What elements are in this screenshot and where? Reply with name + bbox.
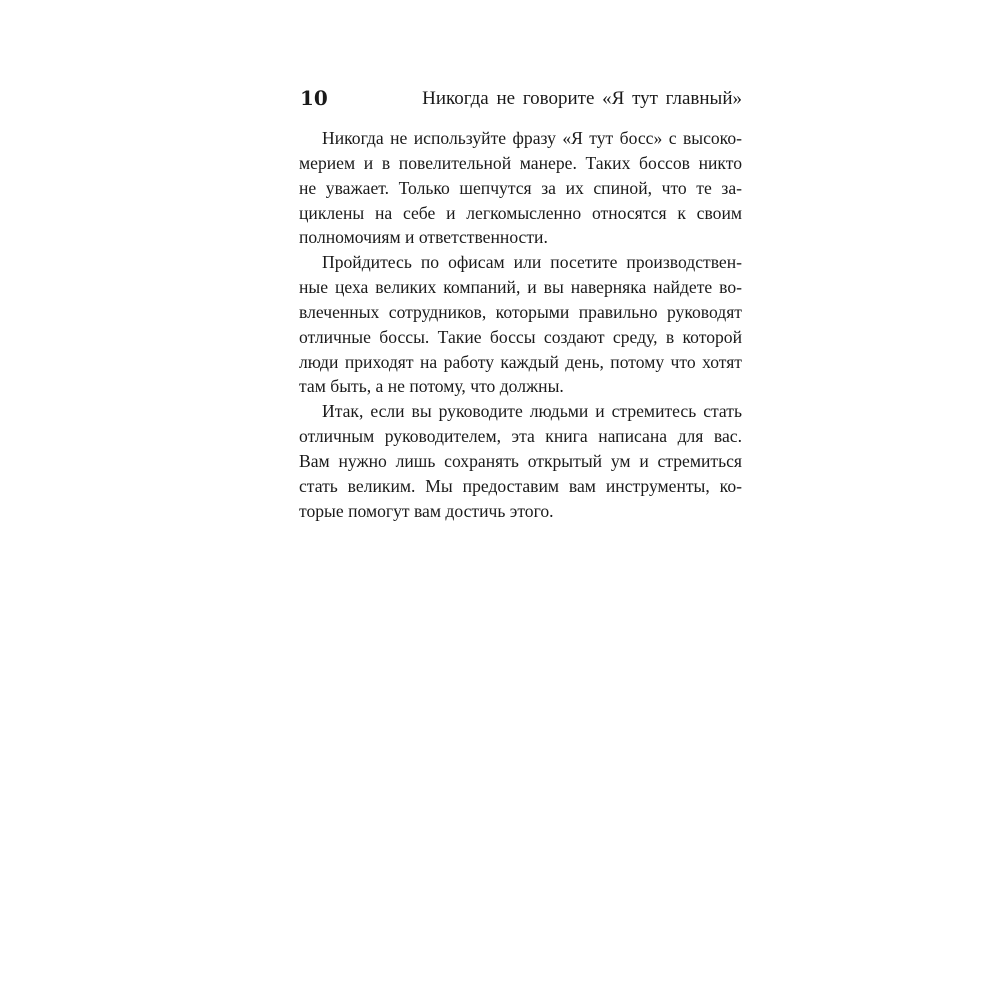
paragraph — [299, 126, 742, 250]
text-line: Итак, если вы руководите людьми и стремитесь стать — [322, 401, 742, 422]
text-line: Вам нужно лишь сохранять открытый ум и стремиться — [299, 450, 742, 471]
text-line: там быть, а не потому, что должны. — [299, 376, 564, 397]
text-line: мерием и в повелительной манере. Таких боссов никто — [299, 152, 742, 173]
book-page — [299, 84, 742, 524]
page-number: 10 — [300, 86, 328, 110]
text-line: полномочиям и ответственности. — [299, 227, 548, 248]
text-line: не уважает. Только шепчутся за их спиной, что те за- — [299, 177, 742, 198]
text-line: отличные боссы. Такие боссы создают среду, в которой — [299, 326, 742, 347]
text-line: Никогда не используйте фразу «Я тут босс» с высоко- — [322, 128, 742, 148]
paragraph — [299, 250, 742, 399]
text-line: влеченных сотрудников, которыми правильно руководят — [299, 301, 742, 322]
running-header — [299, 84, 742, 114]
text-line: циклены на себе и легкомысленно относятся к своим — [299, 202, 742, 223]
running-title: Никогда не говорите «Я тут главный» — [422, 88, 742, 109]
paragraph — [299, 399, 742, 523]
text-line: отличным руководителем, эта книга написана для вас. — [299, 426, 742, 447]
body-text — [299, 126, 742, 524]
text-line: стать великим. Мы предоставим вам инструменты, ко- — [299, 475, 742, 496]
text-line: Пройдитесь по офисам или посетите производствен- — [322, 252, 742, 273]
text-line: люди приходят на работу каждый день, потому что хотят — [299, 351, 742, 372]
text-line: торые помогут вам достичь этого. — [299, 500, 554, 521]
text-line: ные цеха великих компаний, и вы наверняка найдете во- — [299, 277, 742, 298]
